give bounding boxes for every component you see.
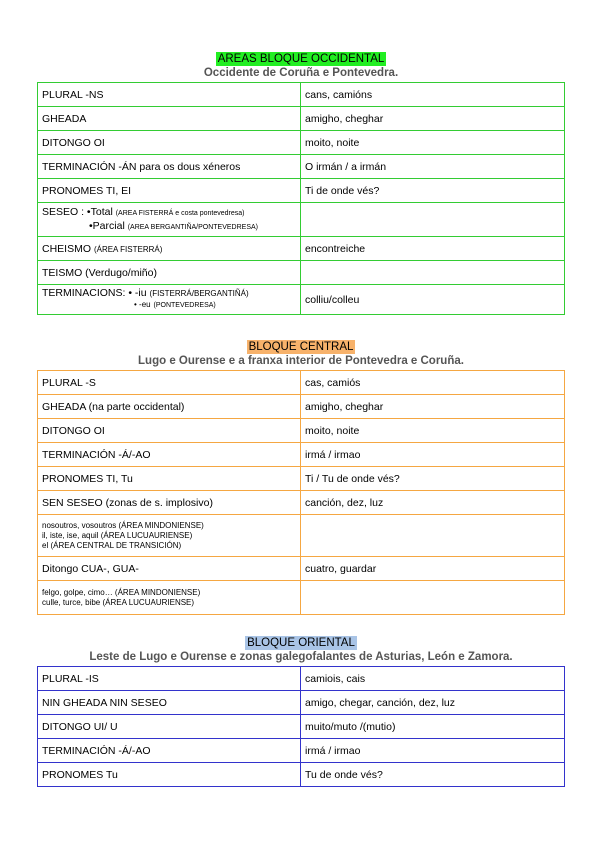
feature-cell: PRONOMES Tu [38,763,301,787]
example-cell: cuatro, guardar [301,557,565,581]
table-row [38,443,565,467]
feature-cell: TERMINACIÓN -Á/-AO [38,443,301,467]
example-cell: cans, camións [301,83,565,107]
feature-cell: PLURAL -S [38,371,301,395]
table-row [38,83,565,107]
feature-cell: felgo, golpe, cimo… (ÁREA MINDONIENSE) culle, turce, bibe (ÁREA LUCUAURIENSE) [38,581,301,615]
example-cell [301,261,565,285]
table-row [38,419,565,443]
feature-cell: PRONOMES TI, Tu [38,467,301,491]
feature-cell: DITONGO UI/ U [38,715,301,739]
feature-cell: GHEADA (na parte occidental) [38,395,301,419]
table-row [38,395,565,419]
table-row [38,155,565,179]
feature-cell: TEISMO (Verdugo/miño) [38,261,301,285]
table-row [38,739,565,763]
feature-cell: DITONGO OI [38,131,301,155]
feature-cell: nosoutros, vosoutros (ÁREA MINDONIENSE) il, iste, ise, aquil (ÁREA LUCUAURIENSE) el (ÁREA CENTRAL DE TRANSICIÓN) [38,515,301,557]
section-subtitle: Leste de Lugo e Ourense e zonas galegofalantes de Asturias, León e Zamora. [89,651,513,663]
section-oriental [37,636,565,787]
example-cell: Ti / Tu de onde vés? [301,467,565,491]
feature-cell: Ditongo CUA-, GUA- [38,557,301,581]
section-occidental [37,52,565,315]
feature-cell: SEN SESEO (zonas de s. implosivo) [38,491,301,515]
table-row [38,515,565,557]
example-cell: muito/muto /(mutio) [301,715,565,739]
table-row [38,667,565,691]
feature-cell: PLURAL -IS [38,667,301,691]
feature-cell: TERMINACIÓN -ÁN para os dous xéneros [38,155,301,179]
section-central [37,340,565,615]
table-row [38,285,565,315]
example-cell: Tu de onde vés? [301,763,565,787]
table-row [38,203,565,237]
feature-cell: TERMINACIONS: • -iu (FISTERRÁ/BERGANTIÑÁ) • -eu (PONTEVEDRESA) [38,285,301,315]
feature-cell: PRONOMES TI, EI [38,179,301,203]
table-row [38,179,565,203]
features-table [37,666,565,787]
section-subtitle: Occidente de Coruña e Pontevedra. [203,67,399,79]
example-cell: moito, noite [301,131,565,155]
table-row [38,715,565,739]
example-cell: cas, camiós [301,371,565,395]
example-cell: encontreiche [301,237,565,261]
section-subtitle: Lugo e Ourense e a franxa interior de Pontevedra e Coruña. [138,355,464,367]
example-cell: O irmán / a irmán [301,155,565,179]
example-cell: colliu/colleu [301,285,565,315]
table-row [38,107,565,131]
features-table [37,82,565,315]
feature-cell: DITONGO OI [38,419,301,443]
example-cell: amigho, cheghar [301,107,565,131]
table-row [38,491,565,515]
feature-cell: PLURAL -NS [38,83,301,107]
example-cell: canción, dez, luz [301,491,565,515]
example-cell [301,581,565,615]
example-cell: irmá / irmao [301,739,565,763]
table-row [38,763,565,787]
table-row [38,131,565,155]
features-table [37,370,565,615]
table-row [38,581,565,615]
table-row [38,691,565,715]
feature-cell: TERMINACIÓN -Á/-AO [38,739,301,763]
example-cell: amigo, chegar, canción, dez, luz [301,691,565,715]
table-row [38,261,565,285]
example-cell: moito, noite [301,419,565,443]
table-row [38,371,565,395]
table-row [38,467,565,491]
section-title: BLOQUE CENTRAL [248,341,354,353]
example-cell: Ti de onde vés? [301,179,565,203]
table-row [38,557,565,581]
feature-cell: NIN GHEADA NIN SESEO [38,691,301,715]
section-title: BLOQUE ORIENTAL [247,637,355,649]
feature-cell: GHEADA [38,107,301,131]
example-cell [301,515,565,557]
example-cell [301,203,565,237]
example-cell: amigho, cheghar [301,395,565,419]
section-title: AREAS BLOQUE OCCIDENTAL [217,53,385,65]
example-cell: irmá / irmao [301,443,565,467]
feature-cell: SESEO : •Total (AREA FISTERRÁ e costa pontevedresa) •Parcial (AREA BERGANTIÑA/PONTEVEDRESA) [38,203,301,237]
feature-cell: CHEISMO (ÁREA FISTERRÁ) [38,237,301,261]
table-row [38,237,565,261]
example-cell: camiois, cais [301,667,565,691]
